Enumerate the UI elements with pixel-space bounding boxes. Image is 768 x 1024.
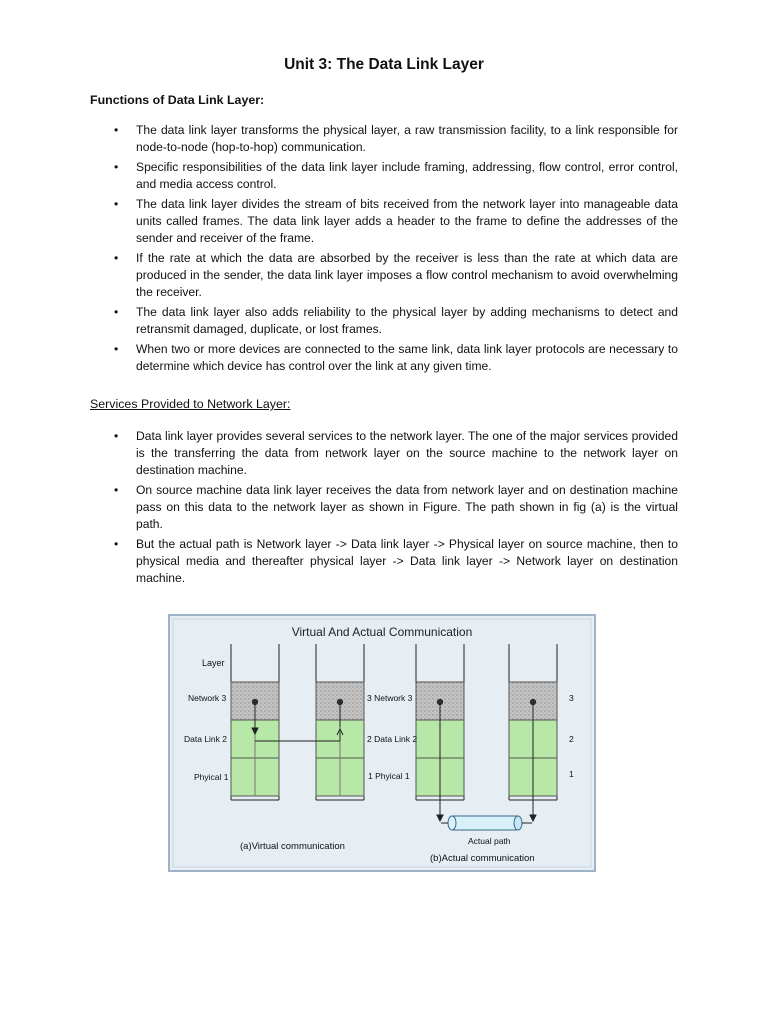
figure-title: Virtual And Actual Communication	[291, 625, 473, 639]
list-item: • On source machine data link layer receives the data from network layer and on destination machine pass on this data to the network layer as shown in Figure. The path shown in fig (a) is the virtual path.	[90, 482, 678, 533]
list-item: • Specific responsibilities of the data link layer include framing, addressing, flow control, error control, and media access control.	[90, 159, 678, 193]
mid-label-physical: 1 Phyical 1	[368, 771, 410, 781]
services-list	[90, 428, 678, 590]
list-item: • The data link layer also adds reliability to the physical layer by adding mechanisms to detect and retransmit damaged, duplicate, or lost frames.	[90, 304, 678, 338]
right-number-1: 1	[569, 769, 574, 779]
left-label-datalink: Data Link 2	[184, 734, 227, 744]
layer-header-label: Layer	[202, 658, 225, 668]
right-number-2: 2	[569, 734, 574, 744]
right-number-3: 3	[569, 693, 574, 703]
mid-label-network: 3 Network 3	[367, 693, 413, 703]
functions-list	[90, 122, 678, 378]
list-item: • If the rate at which the data are absorbed by the receiver is less than the rate at which data are produced in the sender, the data link layer imposes a flow control mechanism to avoid overwhelming the receiver.	[90, 250, 678, 301]
figure-diagram	[168, 614, 596, 872]
section-heading-functions: Functions of Data Link Layer:	[90, 93, 265, 107]
section-heading-services: Services Provided to Network Layer:	[90, 397, 291, 411]
actual-path-label: Actual path	[468, 836, 511, 846]
page-title: Unit 3: The Data Link Layer	[284, 56, 484, 73]
communication-figure	[168, 614, 596, 872]
physical-media-cylinder	[441, 816, 532, 830]
list-item: • The data link layer divides the stream of bits received from the network layer into manageable data units called frames. The data link layer adds a header to the frame to define the addresses of the sender and receiver of the frame.	[90, 196, 678, 247]
list-item: • The data link layer transforms the physical layer, a raw transmission facility, to a link responsible for node-to-node (hop-to-hop) communication.	[90, 122, 678, 156]
list-item: • But the actual path is Network layer -> Data link layer -> Physical layer on source machine, then to physical media and thereafter physical layer -> Data link layer -> Network layer on destination machine.	[90, 536, 678, 587]
caption-virtual: (a)Virtual communication	[240, 841, 345, 852]
mid-label-datalink: 2 Data Link 2	[367, 734, 418, 744]
list-item: • Data link layer provides several services to the network layer. The one of the major services provided is the transferring the data from network layer on the source machine to the network layer on destination machine.	[90, 428, 678, 479]
caption-actual: (b)Actual communication	[430, 853, 535, 864]
left-label-physical: Phyical 1	[194, 772, 229, 782]
left-label-network: Network 3	[188, 693, 227, 703]
list-item: • When two or more devices are connected to the same link, data link layer protocols are necessary to determine which device has control over the link at any given time.	[90, 341, 678, 375]
